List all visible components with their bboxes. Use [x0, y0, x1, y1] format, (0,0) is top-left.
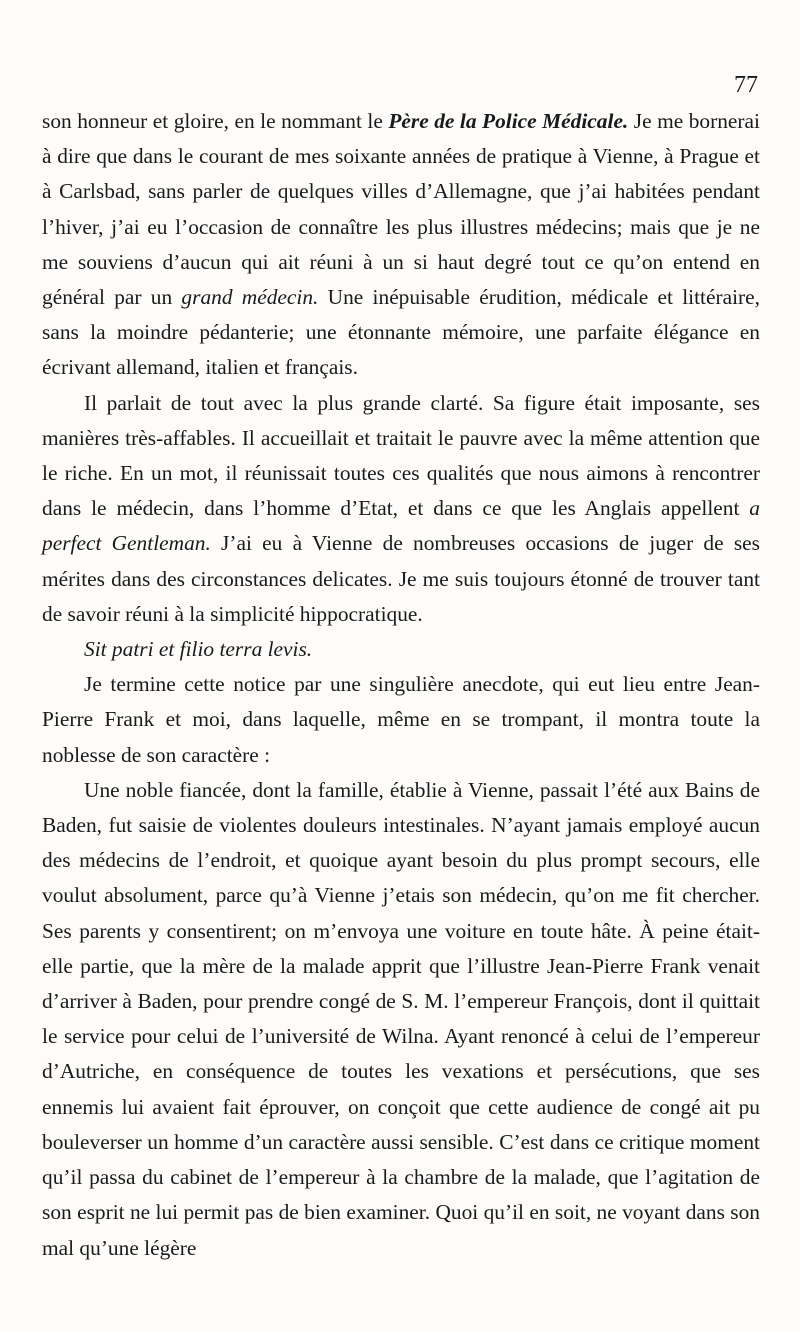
text-run: Il parlait de tout avec la plus grande clarté. Sa figure était imposante, ses manières très-affables. Il accueillait et traitait le pauvre avec la même attention que le riche. En un mot, il réunissait toutes ces qualités que nous aimons à rencontrer dans le médecin, dans l’homme d’Etat, et dans ce que les Anglais appellent [42, 390, 760, 521]
text-run: Une noble fiancée, dont la famille, établie à Vienne, passait l’été aux Bains de Baden, fut saisie de violentes douleurs intestinales. N’ayant jamais employé aucun des médecins de l’endroit, et quoique ayant besoin du plus prompt secours, elle voulut absolument, parce qu’à Vienne j’etais son médecin, qu’on me fit chercher. Ses parents y consentirent; on m’envoya une voiture en toute hâte. À peine était-elle partie, que la mère de la malade apprit que l’illustre Jean-Pierre Frank venait d’arriver à Baden, pour prendre congé de S. M. l’empereur François, dont il quittait le service pour celui de l’université de Wilna. Ayant renoncé à celui de l’empereur d’Autriche, en conséquence de toutes les vexations et persécutions, que ses ennemis lui avaient fait éprouver, on conçoit que cette audience de congé ait pu bouleverser un homme d’un caractère aussi sensible. C’est dans ce critique moment qu’il passa du cabinet de l’empereur à la chambre de la malade, que l’agitation de son esprit ne lui permit pas de bien examiner. Quoi qu’il en soit, ne voyant dans son mal qu’une légère [42, 777, 760, 1260]
paragraph-5 [42, 773, 760, 1266]
italic-phrase: a perfect Gentleman. [42, 496, 760, 556]
text-run: son honneur et gloire, en le nommant le [42, 109, 389, 133]
text-run: Je termine cette notice par une singulière anecdote, qui eut lieu entre Jean-Pierre Frank et moi, dans laquelle, même en se trompant, il montra toute la noblesse de son caractère : [42, 672, 760, 767]
italic-phrase: Père de la Police Médicale. [388, 109, 629, 133]
paragraph-motto [42, 632, 760, 667]
paragraph-1 [42, 104, 760, 386]
text-run: Une inépuisable érudition, médicale et littéraire, sans la moindre pédanterie; une étonnante mémoire, une parfaite élégance en écrivant allemand, italien et français. [42, 285, 760, 380]
body-text [42, 104, 760, 1266]
text-run: Je me bornerai à dire que dans le courant de mes soixante années de pratique à Vienne, à Prague et à Carlsbad, sans parler de quelques villes d’Allemagne, que j’ai habitées pendant l’hiver, j’ai eu l’occasion de connaître les plus illustres médecins; mais que je ne me souviens d’aucun qui ait réuni à un si haut degré tout ce qu’on entend en général par un [42, 109, 760, 310]
paragraph-2 [42, 386, 760, 632]
paragraph-4 [42, 667, 760, 773]
italic-phrase: Sit patri et filio terra levis. [84, 637, 313, 662]
italic-phrase: grand médecin. [181, 285, 319, 310]
page-number: 77 [734, 72, 758, 98]
text-run: J’ai eu à Vienne de nombreuses occasions de juger de ses mérites dans des circonstances delicates. Je me suis toujours étonné de trouver tant de savoir réuni à la simplicité hippocratique. [42, 531, 760, 626]
